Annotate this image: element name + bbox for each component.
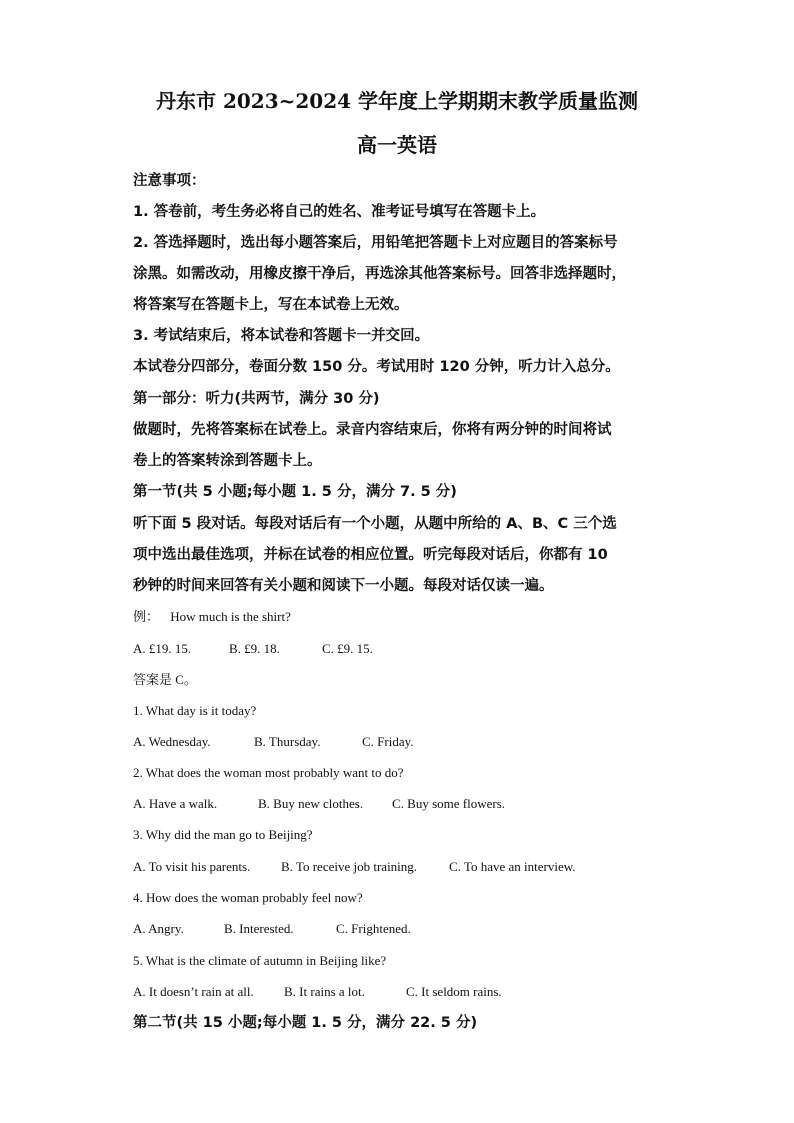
example-option-b: B. £9. 18. <box>229 641 280 656</box>
question-3: 3. Why did the man go to Beijing? <box>133 827 313 842</box>
q3-option-b: B. To receive job training. <box>281 859 418 874</box>
question-4: 4. How does the woman probably feel now? <box>133 890 363 905</box>
q2-option-c: C. Buy some flowers. <box>392 796 506 811</box>
section1-instruction: 项中选出最佳选项，并标在试卷的相应位置。听完每段对话后，你都有 10 <box>133 547 608 563</box>
q1-option-a: A. Wednesday. <box>133 734 211 749</box>
exam-title: 丹东市 2023~2024 学年度上学期期末教学质量监测 <box>155 89 638 113</box>
example-row <box>133 607 291 627</box>
question-5: 5. What is the climate of autumn in Beijing like? <box>133 953 387 968</box>
q4-option-c: C. Frightened. <box>336 921 411 936</box>
example-label: 例： <box>133 609 160 624</box>
section1-instruction: 秒钟的时间来回答有关小题和阅读下一小题。每段对话仅读一遍。 <box>133 578 554 594</box>
q4-option-b: B. Interested. <box>224 921 294 936</box>
exam-subtitle: 高一英语 <box>357 133 437 157</box>
exam-summary: 本试卷分四部分，卷面分数 150 分。考试用时 120 分钟，听力计入总分。 <box>133 359 620 375</box>
section2-heading: 第二节(共 15 小题;每小题 1. 5 分，满分 22. 5 分) <box>133 1015 478 1031</box>
q2-option-a: A. Have a walk. <box>133 796 218 811</box>
example-answer: 答案是 C。 <box>133 672 197 687</box>
part1-instruction: 卷上的答案转涂到答题卡上。 <box>133 453 322 469</box>
q4-option-a: A. Angry. <box>133 921 184 936</box>
q5-option-b: B. It rains a lot. <box>284 984 365 999</box>
notice-heading: 注意事项： <box>133 173 206 189</box>
question-2: 2. What does the woman most probably want to do? <box>133 765 404 780</box>
notice-item: 将答案写在答题卡上，写在本试卷上无效。 <box>133 297 409 313</box>
q3-option-a: A. To visit his parents. <box>133 859 251 874</box>
q3-option-c: C. To have an interview. <box>449 859 576 874</box>
notice-item: 3. 考试结束后，将本试卷和答题卡一并交回。 <box>133 328 430 344</box>
q1-option-c: C. Friday. <box>362 734 414 749</box>
section1-instruction: 听下面 5 段对话。每段对话后有一个小题，从题中所给的 A、B、C 三个选 <box>133 516 617 532</box>
example-option-a: A. £19. 15. <box>133 641 192 656</box>
notice-item: 涂黑。如需改动，用橡皮擦干净后，再选涂其他答案标号。回答非选择题时， <box>133 266 626 282</box>
notice-item: 1. 答卷前，考生务必将自己的姓名、准考证号填写在答题卡上。 <box>133 204 546 220</box>
q5-option-c: C. It seldom rains. <box>406 984 502 999</box>
q5-option-a: A. It doesn’t rain at all. <box>133 984 254 999</box>
example-question: How much is the shirt? <box>170 609 291 624</box>
q1-option-b: B. Thursday. <box>254 734 321 749</box>
notice-item: 2. 答选择题时，选出每小题答案后，用铅笔把答题卡上对应题目的答案标号 <box>133 235 618 251</box>
section1-heading: 第一节(共 5 小题;每小题 1. 5 分，满分 7. 5 分) <box>133 484 457 500</box>
part1-heading: 第一部分：听力(共两节，满分 30 分) <box>133 391 380 407</box>
question-1: 1. What day is it today? <box>133 703 257 718</box>
part1-instruction: 做题时，先将答案标在试卷上。录音内容结束后，你将有两分钟的时间将试 <box>133 422 612 438</box>
q2-option-b: B. Buy new clothes. <box>258 796 364 811</box>
example-option-c: C. £9. 15. <box>322 641 373 656</box>
